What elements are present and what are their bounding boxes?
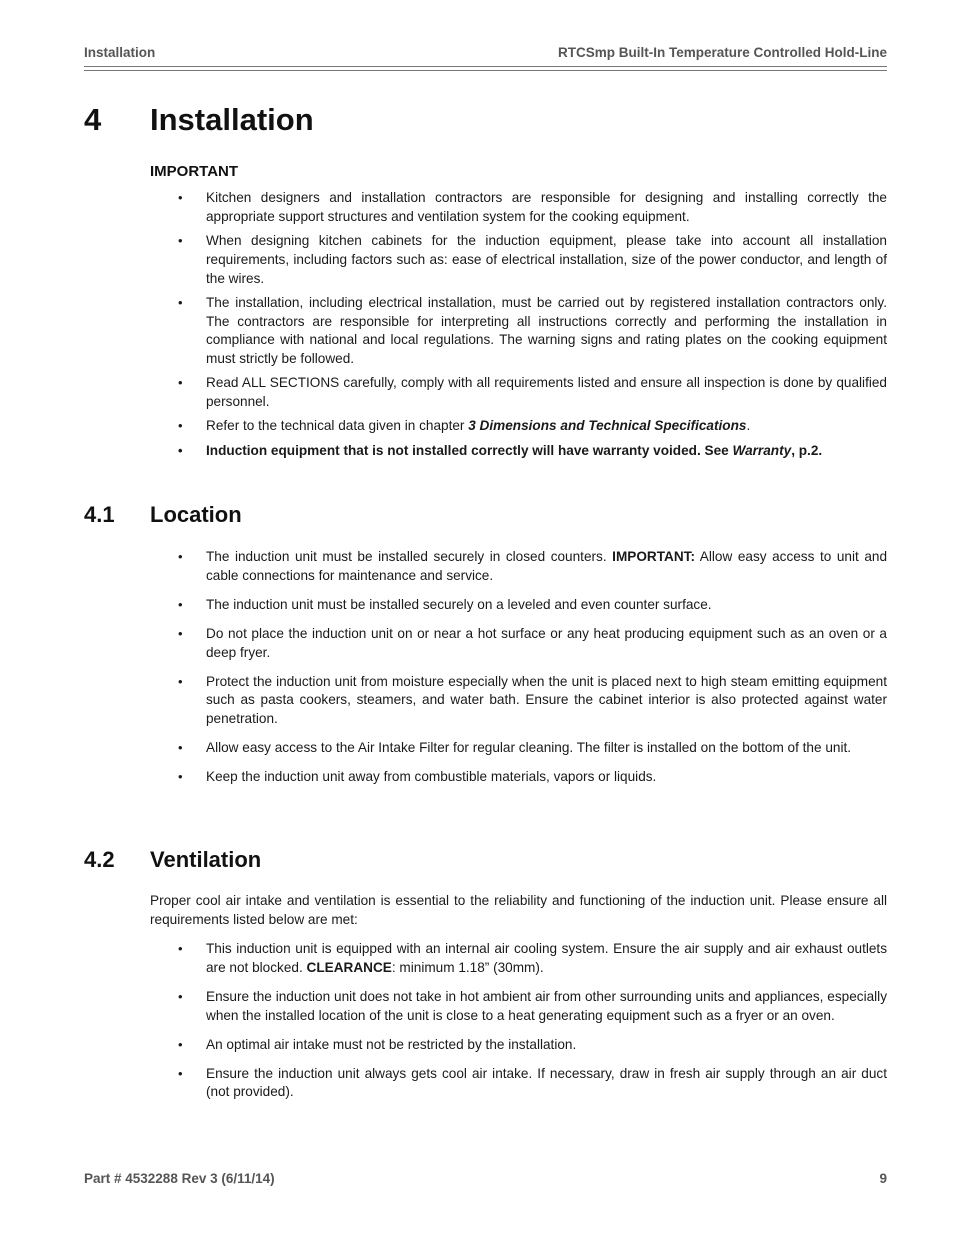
list-item-text: Allow easy access to the Air Intake Filter for regular cleaning. The filter is installed on the bottom of the unit. [206, 740, 852, 756]
bullet: • [178, 673, 183, 689]
list-item [150, 232, 887, 288]
warning-text: Induction equipment that is not installed correctly will have warranty voided. See [206, 442, 733, 458]
list-item-text: : minimum 1.18” (30mm). [391, 959, 544, 975]
list-item-text: The installation, including electrical installation, must be carried out by registered installation contractors only. The contractors are responsible for interpreting all instructions correctly and performing the installation in compliance with national and local regulations. The warning signs and rating plates on the cooking equipment must strictly be followed. [206, 294, 887, 367]
bullet: • [178, 442, 183, 458]
location-list [150, 548, 887, 797]
list-item-text: An optimal air intake must not be restricted by the installation. [206, 1036, 577, 1052]
list-item [150, 625, 887, 663]
list-item [150, 596, 887, 615]
important-inline: IMPORTANT: [612, 549, 695, 564]
list-item [150, 768, 887, 787]
bullet: • [178, 740, 183, 756]
section-title: Ventilation [150, 847, 262, 872]
list-item-text: . [746, 418, 751, 434]
chapter-title: Installation [150, 102, 314, 137]
important-list [150, 189, 887, 466]
chapter-heading [84, 102, 314, 138]
list-item-text: Ensure the induction unit always gets cool air intake. If necessary, draw in fresh air supply through an air duct (not provided). [206, 1065, 887, 1100]
list-item [150, 189, 887, 227]
list-item [150, 548, 887, 586]
warranty-warning [150, 442, 887, 461]
important-label: IMPORTANT [150, 163, 239, 180]
list-item-text: When designing kitchen cabinets for the induction equipment, please take into account all installation requirements, including factors such as: ease of electrical installation, size of the power conductor, and length of the wires. [206, 232, 887, 286]
bullet: • [178, 549, 183, 564]
list-item-text: Read ALL SECTIONS carefully, comply with all requirements listed and ensure all inspection is done by qualified personnel. [206, 375, 887, 410]
warranty-reference: Warranty [732, 442, 792, 458]
list-item-text: Refer to the technical data given in chapter [206, 418, 469, 434]
list-item-text: Allow easy access to unit and cable connections for maintenance and service. [206, 549, 887, 583]
list-item-text: The induction unit must be installed securely on a leveled and even counter surface. [206, 596, 712, 612]
list-item-text: Do not place the induction unit on or near a hot surface or any heat producing equipment such as an oven or a deep fryer. [206, 625, 887, 660]
page-number: 9 [879, 1171, 887, 1186]
list-item [150, 1036, 887, 1055]
list-item [150, 940, 887, 978]
list-item-text: This induction unit is equipped with an internal air cooling system. Ensure the air supply and air exhaust outlets are not blocked. [206, 941, 887, 975]
bullet: • [178, 1036, 183, 1052]
bullet: • [178, 294, 183, 310]
list-item [150, 673, 887, 729]
page-footer [84, 1171, 887, 1186]
bullet: • [178, 769, 183, 785]
section-number: 4.1 [84, 502, 115, 527]
bullet: • [178, 1065, 183, 1081]
list-item [150, 294, 887, 369]
chapter-number: 4 [84, 102, 102, 137]
running-header [84, 45, 887, 60]
section-heading-ventilation [84, 847, 261, 873]
list-item [150, 739, 887, 758]
list-item-text: Keep the induction unit away from combustible materials, vapors or liquids. [206, 769, 657, 785]
clearance-label: CLEARANCE [306, 959, 392, 975]
bullet: • [178, 596, 183, 612]
bullet: • [178, 941, 183, 956]
part-number: Part # 4532288 Rev 3 (6/11/14) [84, 1171, 275, 1186]
section-number: 4.2 [84, 847, 115, 872]
bullet: • [178, 418, 183, 434]
list-item-text: Kitchen designers and installation contractors are responsible for designing and installing correctly the appropriate support structures and ventilation system for the cooking equipment. [206, 190, 887, 224]
chapter-reference: 3 Dimensions and Technical Specifications [468, 418, 747, 434]
list-item [150, 1065, 887, 1103]
bullet: • [178, 375, 183, 391]
bullet: • [178, 625, 183, 641]
bullet: • [178, 190, 183, 205]
header-rule [84, 66, 887, 71]
list-item-text: Ensure the induction unit does not take in hot ambient air from other surrounding units and appliances, especially when the installed location of the unit is close to a heat generating equipment such as a fryer or an oven. [206, 988, 887, 1023]
list-item-text: Protect the induction unit from moisture especially when the unit is placed next to high steam emitting equipment such as pasta cookers, steamers, and water bath. Ensure the cabinet interior is also protected against water penetration. [206, 673, 887, 727]
list-item [150, 374, 887, 412]
list-item-text: The induction unit must be installed securely in closed counters. [206, 549, 613, 564]
section-heading-location [84, 502, 242, 528]
ventilation-intro: Proper cool air intake and ventilation is essential to the reliability and functioning of the induction unit. Please ensure all requirements listed below are met: [150, 893, 887, 927]
bullet: • [178, 232, 183, 248]
section-title: Location [150, 502, 242, 527]
ventilation-list [150, 940, 887, 1112]
bullet: • [178, 988, 183, 1004]
header-section-title: Installation [84, 45, 156, 60]
list-item [150, 417, 887, 436]
list-item [150, 988, 887, 1026]
header-document-title: RTCSmp Built-In Temperature Controlled Hold-Line [558, 45, 887, 60]
warning-text: , p.2. [791, 442, 823, 458]
